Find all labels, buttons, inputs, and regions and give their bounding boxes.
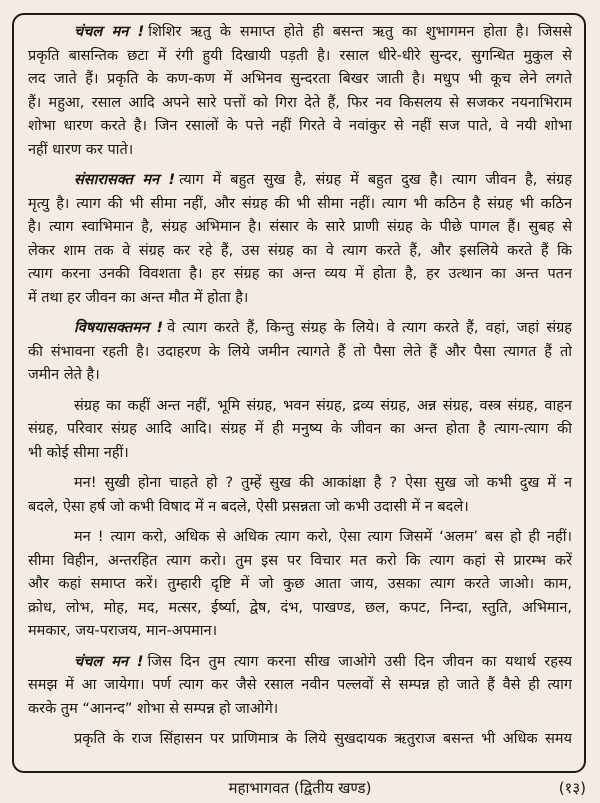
line-text: लद जाते हैं। प्रकृति के कण-कण में अभिनव सुन्दरता बिखर जाती है। मधुप भी कूच लेने लगते: [28, 71, 572, 87]
line-text: मृत्यु है। त्याग की भी सीमा नहीं, और संग्रह की भी सीमा नहीं। त्याग भी कठिन है संग्रह भी कठिन: [28, 195, 572, 212]
line-text: लेकर शाम तक वे संग्रह कर रहे हैं, उस संग्रह का वे त्याग करते हैं, और इसलिये करते हैं कि: [28, 242, 572, 259]
line-text: ममकार, जय-पराजय, मान-अपमान।: [28, 623, 218, 639]
line-text: प्रकृति बासन्तिक छटा में रंगी हुयी दिखायी पड़ती है। रसाल धीरे-धीरे सुन्दर, सुगन्धित मुकुल से: [28, 47, 572, 64]
line-text: शोभा धारण करते है। जिन रसालों के पत्ते नहीं गिरते वे नवांकुर से नहीं सज पाते, वे नयी शोभा: [28, 118, 572, 134]
line-text: शिशिर ऋतु के समाप्त होते ही बसन्त ऋतु का शुभागमन होता है। जिससे: [148, 24, 572, 40]
text-line: [28, 418, 572, 442]
text-line: [28, 698, 572, 722]
paragraph: [28, 526, 572, 644]
paragraph-lead: विषयासक्तमन !: [74, 320, 164, 336]
paragraph-lead: संसारासक्त मन !: [74, 172, 176, 188]
line-text: जमीन लेते है।: [28, 367, 100, 383]
text-line: [28, 651, 572, 675]
text-line: [28, 139, 572, 163]
line-text: वे त्याग करते हैं, किन्तु संग्रह के लिये। वे त्याग करते हैं, वहां, जहां संग्रह: [167, 320, 572, 336]
line-text: संग्रह, परिवार संग्रह आदि आदि। संग्रह में ही मनुष्य के जीवन का अन्त होता है त्याग-त्याग की: [28, 421, 572, 437]
text-line: [28, 573, 572, 597]
line-text: त्याग करना उनकी विवशता है। हर संग्रह का अन्त व्यय में होता है, हर उत्थान का अन्त पतन: [28, 266, 572, 282]
text-line: [28, 364, 572, 388]
line-text: बदले, ऐसा हर्ष जो कभी विषाद में न बदले, ऐसी प्रसन्नता जो कभी उदासी में न बदले।: [28, 498, 469, 515]
line-text: है। त्याग स्वाभिमान है, संग्रह अभिमान है। संसार के सारे प्राणी संग्रह के पीछे पागल हैं। सुबह से: [28, 219, 572, 235]
text-line: [28, 21, 572, 45]
book-title-footer: महाभागवत (द्वितीय खण्ड): [228, 779, 372, 797]
text-line: [28, 526, 572, 550]
text-line: [28, 193, 572, 217]
line-text: मन! सुखी होना चाहते हो ? तुम्हें सुख की आकांक्षा है ? ऐसा सुख जो कभी दुख में न: [74, 475, 572, 491]
line-text: नहीं धारण कर पाते।: [28, 141, 134, 158]
line-text: की संभावना रहती है। उदाहरण के लिये जमीन त्यागते हैं तो पैसा लेते हैं और पैसा त्यागत हैं तो: [28, 343, 572, 360]
text-line: [28, 317, 572, 341]
paragraph: [28, 21, 572, 162]
paragraph: [28, 472, 572, 519]
line-text: सीमा विहीन, अन्तरहित त्याग करो। तुम इस पर विचार मत करो कि त्याग कहां से प्रारम्भ करें: [28, 552, 572, 569]
text-line: [28, 45, 572, 69]
paragraph: [28, 169, 572, 310]
paragraph-lead: चंचल मन !: [74, 653, 144, 670]
line-text: संग्रह का कहीं अन्त नहीं, भूमि संग्रह, भवन संग्रह, द्रव्य संग्रह, अन्न संग्रह, वस्त्र संग्रह, वाहन: [74, 397, 572, 414]
line-text: भी कोई सीमा नहीं।: [28, 444, 129, 461]
text-line: [28, 496, 572, 520]
line-text: समझ में आ जायेगा। पर्ण त्याग कर जैसे रसाल नवीन पल्लवों से सम्पन्न हो जाते हैं वैसे ही त्याग: [28, 677, 572, 693]
text-line: [28, 442, 572, 466]
line-text: प्रकृति के राज सिंहासन पर प्राणिमात्र के लिये सुखदायक ऋतुराज बसन्त भी अधिक समय: [74, 731, 572, 747]
text-line: [28, 169, 572, 193]
text-line: [28, 472, 572, 496]
text-line: [28, 68, 572, 92]
text-line: [28, 620, 572, 644]
paragraph: [28, 728, 572, 752]
line-text: क्रोध, लोभ, मोह, मद, मत्सर, ईर्ष्या, द्वेष, दंभ, पाखण्ड, छल, कपट, निन्दा, स्तुति, अभिमान,: [28, 599, 572, 616]
paragraph-lead: चंचल मन !: [74, 24, 145, 40]
text-line: [28, 674, 572, 698]
text-line: [28, 728, 572, 752]
text-line: [28, 341, 572, 365]
text-line: [28, 597, 572, 621]
text-line: [28, 216, 572, 240]
line-text: त्याग में बहुत सुख है, संग्रह में बहुत दुख है। त्याग जीवन है, संग्रह: [179, 172, 572, 188]
line-text: करके तुम “आनन्द” शोभा से सम्पन्न हो जाओगे।: [28, 700, 279, 717]
page-number: (१३): [558, 779, 586, 797]
text-line: [28, 263, 572, 287]
text-line: [28, 115, 572, 139]
line-text: हैं। महुआ, रसाल आदि अपने सारे पत्तों को गिरा देते हैं, फिर नव किसलय से सजकर नयनाभिराम: [28, 94, 572, 111]
line-text: में तथा हर जीवन का अन्त मौत में होता है।: [28, 289, 249, 306]
text-line: [28, 550, 572, 574]
text-frame: [12, 13, 586, 773]
paragraph: [28, 651, 572, 722]
text-line: [28, 287, 572, 311]
line-text: और कहां समाप्त करें। तुम्हारी दृष्टि में जो कुछ आता जाय, उसका त्याग करते जाओ। काम,: [28, 576, 572, 592]
line-text: मन ! त्याग करो, अधिक से अधिक त्याग करो, ऐसा त्याग जिसमें ‘अलम’ बस हो ही नहीं।: [74, 529, 572, 545]
paragraph: [28, 317, 572, 388]
text-line: [28, 395, 572, 419]
text-line: [28, 92, 572, 116]
line-text: जिस दिन तुम त्याग करना सीख जाओगे उसी दिन जीवन का यथार्थ रहस्य: [147, 653, 572, 670]
text-line: [28, 240, 572, 264]
paragraph: [28, 395, 572, 466]
